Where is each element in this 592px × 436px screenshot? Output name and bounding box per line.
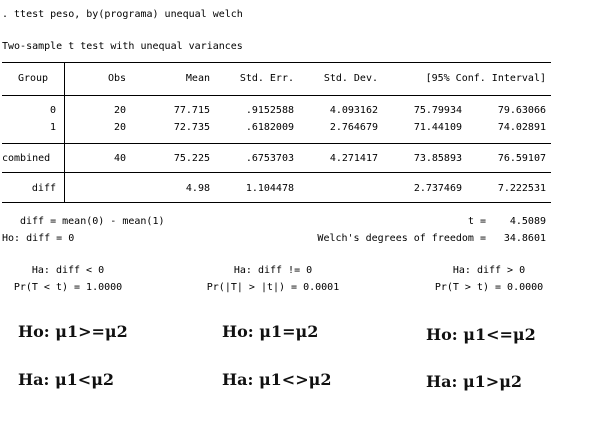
cell-obs: 20 — [113, 122, 126, 133]
cell-ci-high: 76.59107 — [497, 153, 546, 164]
cell-std-err: .6753703 — [245, 153, 294, 164]
table-rule-combined-bottom — [2, 172, 551, 173]
cell-obs: 40 — [113, 153, 126, 164]
hypothesis-ha-middle: Ha: μ1<>μ2 — [222, 370, 332, 389]
cell-ci-low: 75.79934 — [413, 105, 462, 116]
table-header-rule — [2, 95, 551, 96]
cell-mean: 72.735 — [173, 122, 210, 133]
table-top-rule — [2, 62, 551, 63]
cell-ci-low: 71.44109 — [413, 122, 462, 133]
df-value: 34.8601 — [503, 233, 546, 244]
header-obs: Obs — [107, 73, 126, 84]
header-mean: Mean — [185, 73, 210, 84]
df-label: Welch's degrees of freedom = — [317, 233, 486, 244]
cell-std-dev: 4.271417 — [329, 153, 378, 164]
cell-ci-high: 79.63066 — [497, 105, 546, 116]
cell-std-dev: 4.093162 — [329, 105, 378, 116]
header-conf-interval: [95% Conf. Interval] — [425, 73, 546, 84]
command-line: . ttest peso, by(programa) unequal welch — [2, 9, 243, 20]
cell-ci-high: 74.02891 — [497, 122, 546, 133]
alt-ha-left: Ha: diff < 0 — [31, 265, 105, 276]
hypothesis-ho-middle: Ho: μ1=μ2 — [222, 322, 319, 341]
cell-mean: 75.225 — [173, 153, 210, 164]
hypothesis-ho-left: Ho: μ1>=μ2 — [18, 322, 128, 341]
header-std-dev: Std. Dev. — [323, 73, 378, 84]
hypothesis-ha-left: Ha: μ1<μ2 — [18, 370, 115, 389]
null-hypothesis: Ho: diff = 0 — [2, 233, 75, 244]
cell-mean: 77.715 — [173, 105, 210, 116]
hypothesis-ha-right: Ha: μ1>μ2 — [426, 372, 523, 391]
alt-ha-two-sided: Ha: diff != 0 — [233, 265, 313, 276]
t-label: t = — [467, 216, 486, 227]
cell-group: 0 — [49, 105, 56, 116]
cell-ci-high: 7.222531 — [497, 183, 546, 194]
cell-std-err: .6182009 — [245, 122, 294, 133]
table-bottom-rule — [2, 202, 551, 203]
alt-pr-left: Pr(T < t) = 1.0000 — [13, 282, 123, 293]
cell-group: diff — [31, 183, 56, 194]
alt-pr-two-sided: Pr(|T| > |t|) = 0.0001 — [206, 282, 340, 293]
diff-definition: diff = mean(0) - mean(1) — [20, 216, 165, 227]
cell-group: 1 — [49, 122, 56, 133]
cell-group: combined — [2, 153, 51, 164]
cell-std-err: 1.104478 — [245, 183, 294, 194]
header-std-err: Std. Err. — [239, 73, 294, 84]
alt-ha-right: Ha: diff > 0 — [452, 265, 526, 276]
t-value: 4.5089 — [509, 216, 546, 227]
cell-std-err: .9152588 — [245, 105, 294, 116]
test-title: Two-sample t test with unequal variances — [2, 41, 243, 52]
hypothesis-ho-right: Ho: μ1<=μ2 — [426, 325, 536, 344]
alt-pr-right: Pr(T > t) = 0.0000 — [434, 282, 544, 293]
cell-mean: 4.98 — [185, 183, 210, 194]
table-rule-combined-top — [2, 143, 551, 144]
header-group: Group — [17, 73, 49, 84]
cell-std-dev: 2.764679 — [329, 122, 378, 133]
cell-obs: 20 — [113, 105, 126, 116]
cell-ci-low: 2.737469 — [413, 183, 462, 194]
cell-ci-low: 73.85893 — [413, 153, 462, 164]
